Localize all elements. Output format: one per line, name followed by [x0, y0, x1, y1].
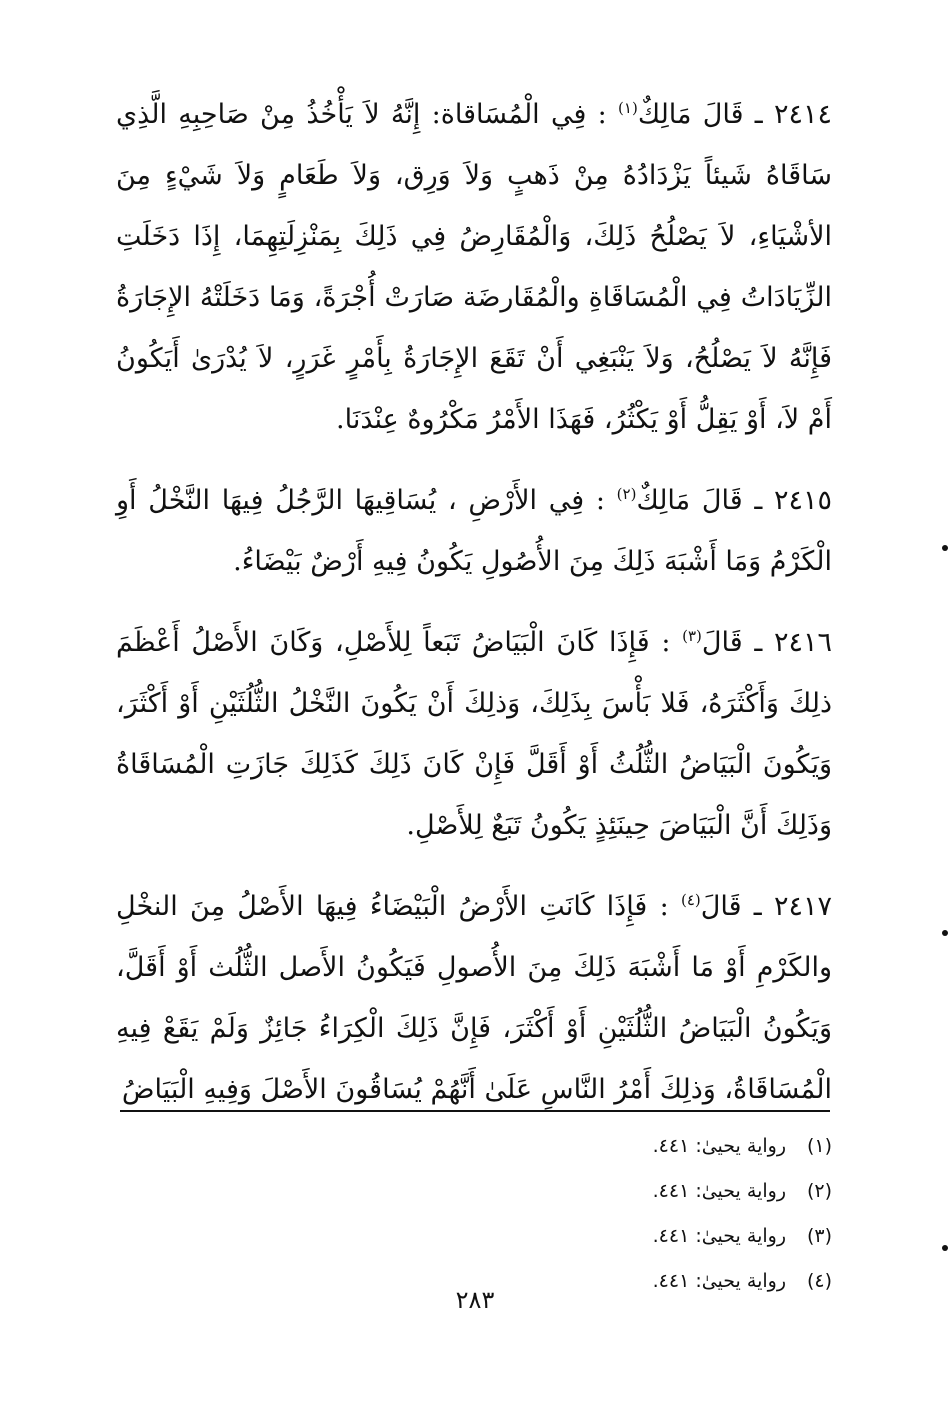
scan-mark [942, 1245, 948, 1251]
footnote-text: رواية يحيىٰ: ٤٤١. [652, 1180, 786, 1202]
page-number: ٢٨٣ [455, 1286, 495, 1314]
footnote-item [116, 1214, 832, 1259]
scan-mark [942, 545, 948, 551]
paragraph-number: ٢٤١٦ [773, 627, 832, 658]
paragraph-separator: ـ [741, 891, 774, 922]
footnote-text: رواية يحيىٰ: ٤٤١. [652, 1270, 786, 1292]
footnote-number: (١) [806, 1135, 832, 1157]
paragraph-lead: قَالَ [701, 627, 743, 658]
footnote-divider [120, 1110, 830, 1112]
paragraph-lead: قَالَ مَالِكٌ [637, 99, 744, 130]
paragraph-number: ٢٤١٤ [773, 99, 832, 130]
paragraph-separator: ـ [743, 99, 774, 130]
footnotes-list [116, 1124, 832, 1304]
footnote-number: (٤) [806, 1270, 832, 1292]
paragraph-body: : فِي الْمُسَاقاة: إِنَّهُ لاَ يَأْخُذُ مِنْ صَاحِبِهِ الَّذِي سَاقَاهُ شَيئاً يَزْدَادُهُ مِنْ ذَهبٍ وَلاَ وَرِق، وَلاَ طَعَامٍ وَلاَ شَيْءٍ مِنَ الأشْيَاءِ، لاَ يَصْلُحُ ذَلِكَ، وَالْمُقَارِضُ فِي ذَلِكَ بِمَنْزِلَتِهِمَا، إِذَا دَخَلَتِ الزِّيَادَاتُ فِي الْمُسَاقَاةِ والْمُقَارضَة صَارَتْ أُجْرَةً، وَمَا دَخَلَتْهُ الإِجَارَةُ فَإِنَّهُ لاَ يَصْلُحُ، وَلاَ يَنْبَغِي أَنْ تَقَعَ الإِجَارَةُ بِأَمْرٍ غَرَرٍ، لاَ يُدْرَىٰ أَيَكُونُ أَمْ لاَ، أَوْ يَقِلُّ أَوْ يَكْثُرُ، فَهَذَا الأَمْرُ مَكْرُوهٌ عِنْدَنَا. [116, 99, 832, 435]
footnote-reference[interactable]: (١) [618, 99, 638, 117]
paragraph-2416 [116, 612, 832, 856]
paragraph-2417 [116, 876, 832, 1120]
footnote-reference[interactable]: (٣) [682, 627, 702, 645]
footnote-number: (٣) [806, 1225, 832, 1247]
paragraph-number: ٢٤١٧ [773, 891, 832, 922]
footnote-text: رواية يحيىٰ: ٤٤١. [652, 1135, 786, 1157]
paragraph-separator: ـ [742, 627, 774, 658]
paragraph-2415 [116, 470, 832, 592]
footnote-number: (٢) [806, 1180, 832, 1202]
paragraph-separator: ـ [742, 485, 774, 516]
paragraph-lead: قَالَ [700, 891, 742, 922]
paragraph-body: : فَإِذَا كَانَتِ الأَرْضُ الْبَيْضَاءُ فِيهَا الأَصْلُ مِنَ النخْلِ والكَرْمِ أَوْ مَا أَشْبَهَ ذَلِكَ مِنَ الأُصولِ فَيَكُونُ الأَصل الثُّلُث أَوْ أَقَلَّ، وَيَكُونُ الْبَيَاضُ الثُّلُثَيْنِ أَوْ أَكْثَرَ، فَإِنَّ ذَلِكَ الْكِرَاءُ جَائِزٌ وَلَمْ يَقَعْ فِيهِ الْمُسَاقَاةُ، وَذلِكَ أَمْرُ النَّاسِ عَلَىٰ أَنَّهُمْ يُسَاقُونَ الأَصْلَ وَفِيهِ الْبَيَاضُ [116, 891, 832, 1105]
paragraph-number: ٢٤١٥ [773, 485, 832, 516]
footnote-item [116, 1169, 832, 1214]
paragraph-body: : فِي الأَرْضِ ، يُسَاقِيهَا الرَّجُلُ فِيهَا النَّخْلُ أَوِ الْكَرْمُ وَمَا أَشْبَهَ ذَلِكَ مِنَ الأُصُولِ يَكُونُ فِيهِ أَرْضٌ بَيْضَاءُ. [116, 485, 832, 577]
paragraph-lead: قَالَ مَالِكٌ [636, 485, 743, 516]
scan-mark [942, 930, 948, 936]
paragraph-body: : فَإِذَا كَانَ الْبَيَاضُ تَبَعاً لِلأَصْلِ، وَكَانَ الأَصْلُ أَعْظَمَ ذلِكَ وَأَكْثَرَهُ، فَلا بَأْسَ بِذَلِكَ، وَذلِكَ أَنْ يَكُونَ النَّخْلُ الثُّلُثَيْنِ أَوْ أَكْثَرَ، وَيَكُونَ الْبَيَاضُ الثُّلُثُ أَوْ أَقَلَّ فَإِنْ كَانَ ذَلِكَ كَذَلِكَ جَازَتِ الْمُسَاقَاةُ وَذَلِكَ أَنَّ الْبَيَاضَ حِينَئِذٍ يَكُونُ تَبَعٌ لِلأَصْلِ. [116, 627, 832, 841]
footnote-text: رواية يحيىٰ: ٤٤١. [652, 1225, 786, 1247]
paragraph-2414 [116, 84, 832, 450]
footnote-item [116, 1124, 832, 1169]
footnote-reference[interactable]: (٤) [680, 891, 701, 909]
main-text [116, 84, 832, 1140]
footnote-reference[interactable]: (٢) [616, 485, 637, 503]
